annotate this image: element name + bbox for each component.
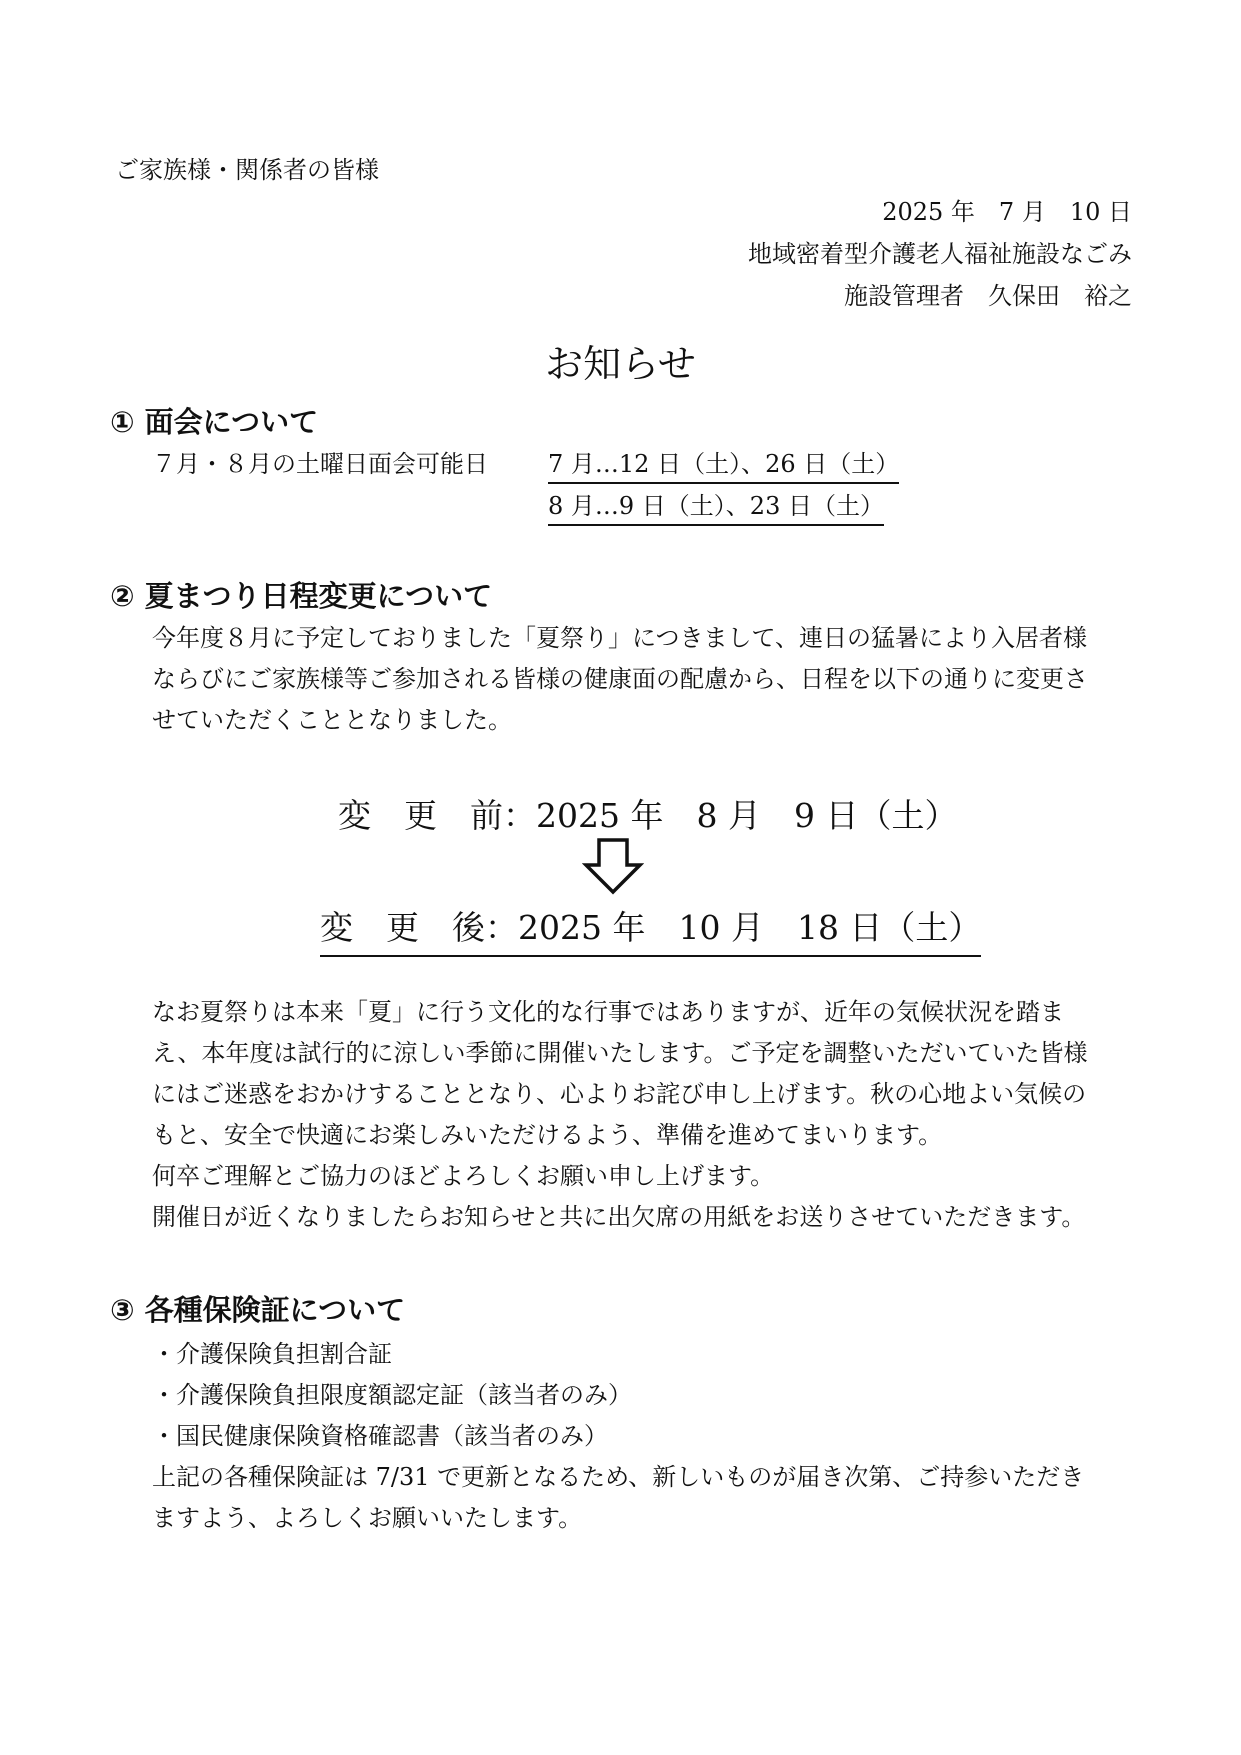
note-line: ますよう、よろしくお願いいたします。 — [152, 1504, 583, 1532]
visit-dates-august — [548, 494, 884, 518]
body-line: え、本年度は試行的に涼しい季節に開催いたします。ご予定を調整いただいていた皆様 — [152, 1039, 1088, 1067]
insurance-item: ・介護保険負担割合証 — [152, 1340, 392, 1368]
facility-name: 地域密着型介護老人福祉施設なごみ — [748, 240, 1132, 268]
insurance-item: ・介護保険負担限度額認定証（該当者のみ） — [152, 1381, 632, 1409]
intro-line: 今年度８月に予定しておりました「夏祭り」につきまして、連日の猛暑により入居者様 — [152, 624, 1088, 652]
visit-dates-july-text: 7 月…12 日（土）、26 日（土） — [548, 450, 899, 484]
section3-heading: ③ 各種保険証について — [110, 1293, 406, 1327]
section2-intro — [152, 618, 1137, 741]
date-after-label: 変 更 後 — [320, 908, 485, 947]
body-line: 何卒ご理解とご協力のほどよろしくお願い申し上げます。 — [152, 1162, 775, 1190]
date-before-value: ：2025 年 8 月 9 日（土） — [503, 796, 958, 835]
section2-heading: ② 夏まつり日程変更について — [110, 579, 493, 613]
document-title: お知らせ — [545, 342, 696, 386]
body-line: 開催日が近くなりましたらお知らせと共に出欠席の用紙をお送りさせていただきます。 — [152, 1203, 1086, 1231]
body-line: なお夏祭りは本来「夏」に行う文化的な行事ではありますが、近年の気候状況を踏ま — [152, 998, 1064, 1026]
date-before — [338, 790, 957, 837]
date-after-value: ：2025 年 10 月 18 日（土） — [485, 908, 982, 947]
section2-body — [152, 992, 1137, 1238]
addressee: ご家族様・関係者の皆様 — [115, 156, 379, 184]
date-after — [320, 902, 981, 957]
note-line: 上記の各種保険証は 7/31 で更新となるため、新しいものが届き次第、ご持参いただき — [152, 1463, 1085, 1491]
intro-line: ならびにご家族様等ご参加される皆様の健康面の配慮から、日程を以下の通りに変更さ — [152, 665, 1088, 693]
visit-days-label: ７月・８月の土曜日面会可能日 — [152, 450, 488, 478]
body-line: にはご迷惑をおかけすることとなり、心よりお詫び申し上げます。秋の心地よい気候の — [152, 1080, 1087, 1108]
visit-dates-july — [548, 452, 899, 476]
date-before-label: 変 更 前 — [338, 796, 503, 835]
insurance-list — [152, 1334, 1137, 1539]
section1-heading: ① 面会について — [110, 405, 319, 439]
notice-date: 2025 年 7 月 10 日 — [882, 198, 1132, 226]
intro-line: せていただくこととなりました。 — [152, 706, 512, 734]
body-line: もと、安全で快適にお楽しみいただけるよう、準備を進めてまいります。 — [152, 1121, 943, 1149]
insurance-item: ・国民健康保険資格確認書（該当者のみ） — [152, 1422, 608, 1450]
down-arrow-icon — [582, 837, 644, 895]
date-after-underlined — [320, 902, 981, 957]
manager-name: 施設管理者 久保田 裕之 — [844, 282, 1132, 310]
visit-dates-august-text: 8 月…9 日（土）、23 日（土） — [548, 492, 884, 526]
